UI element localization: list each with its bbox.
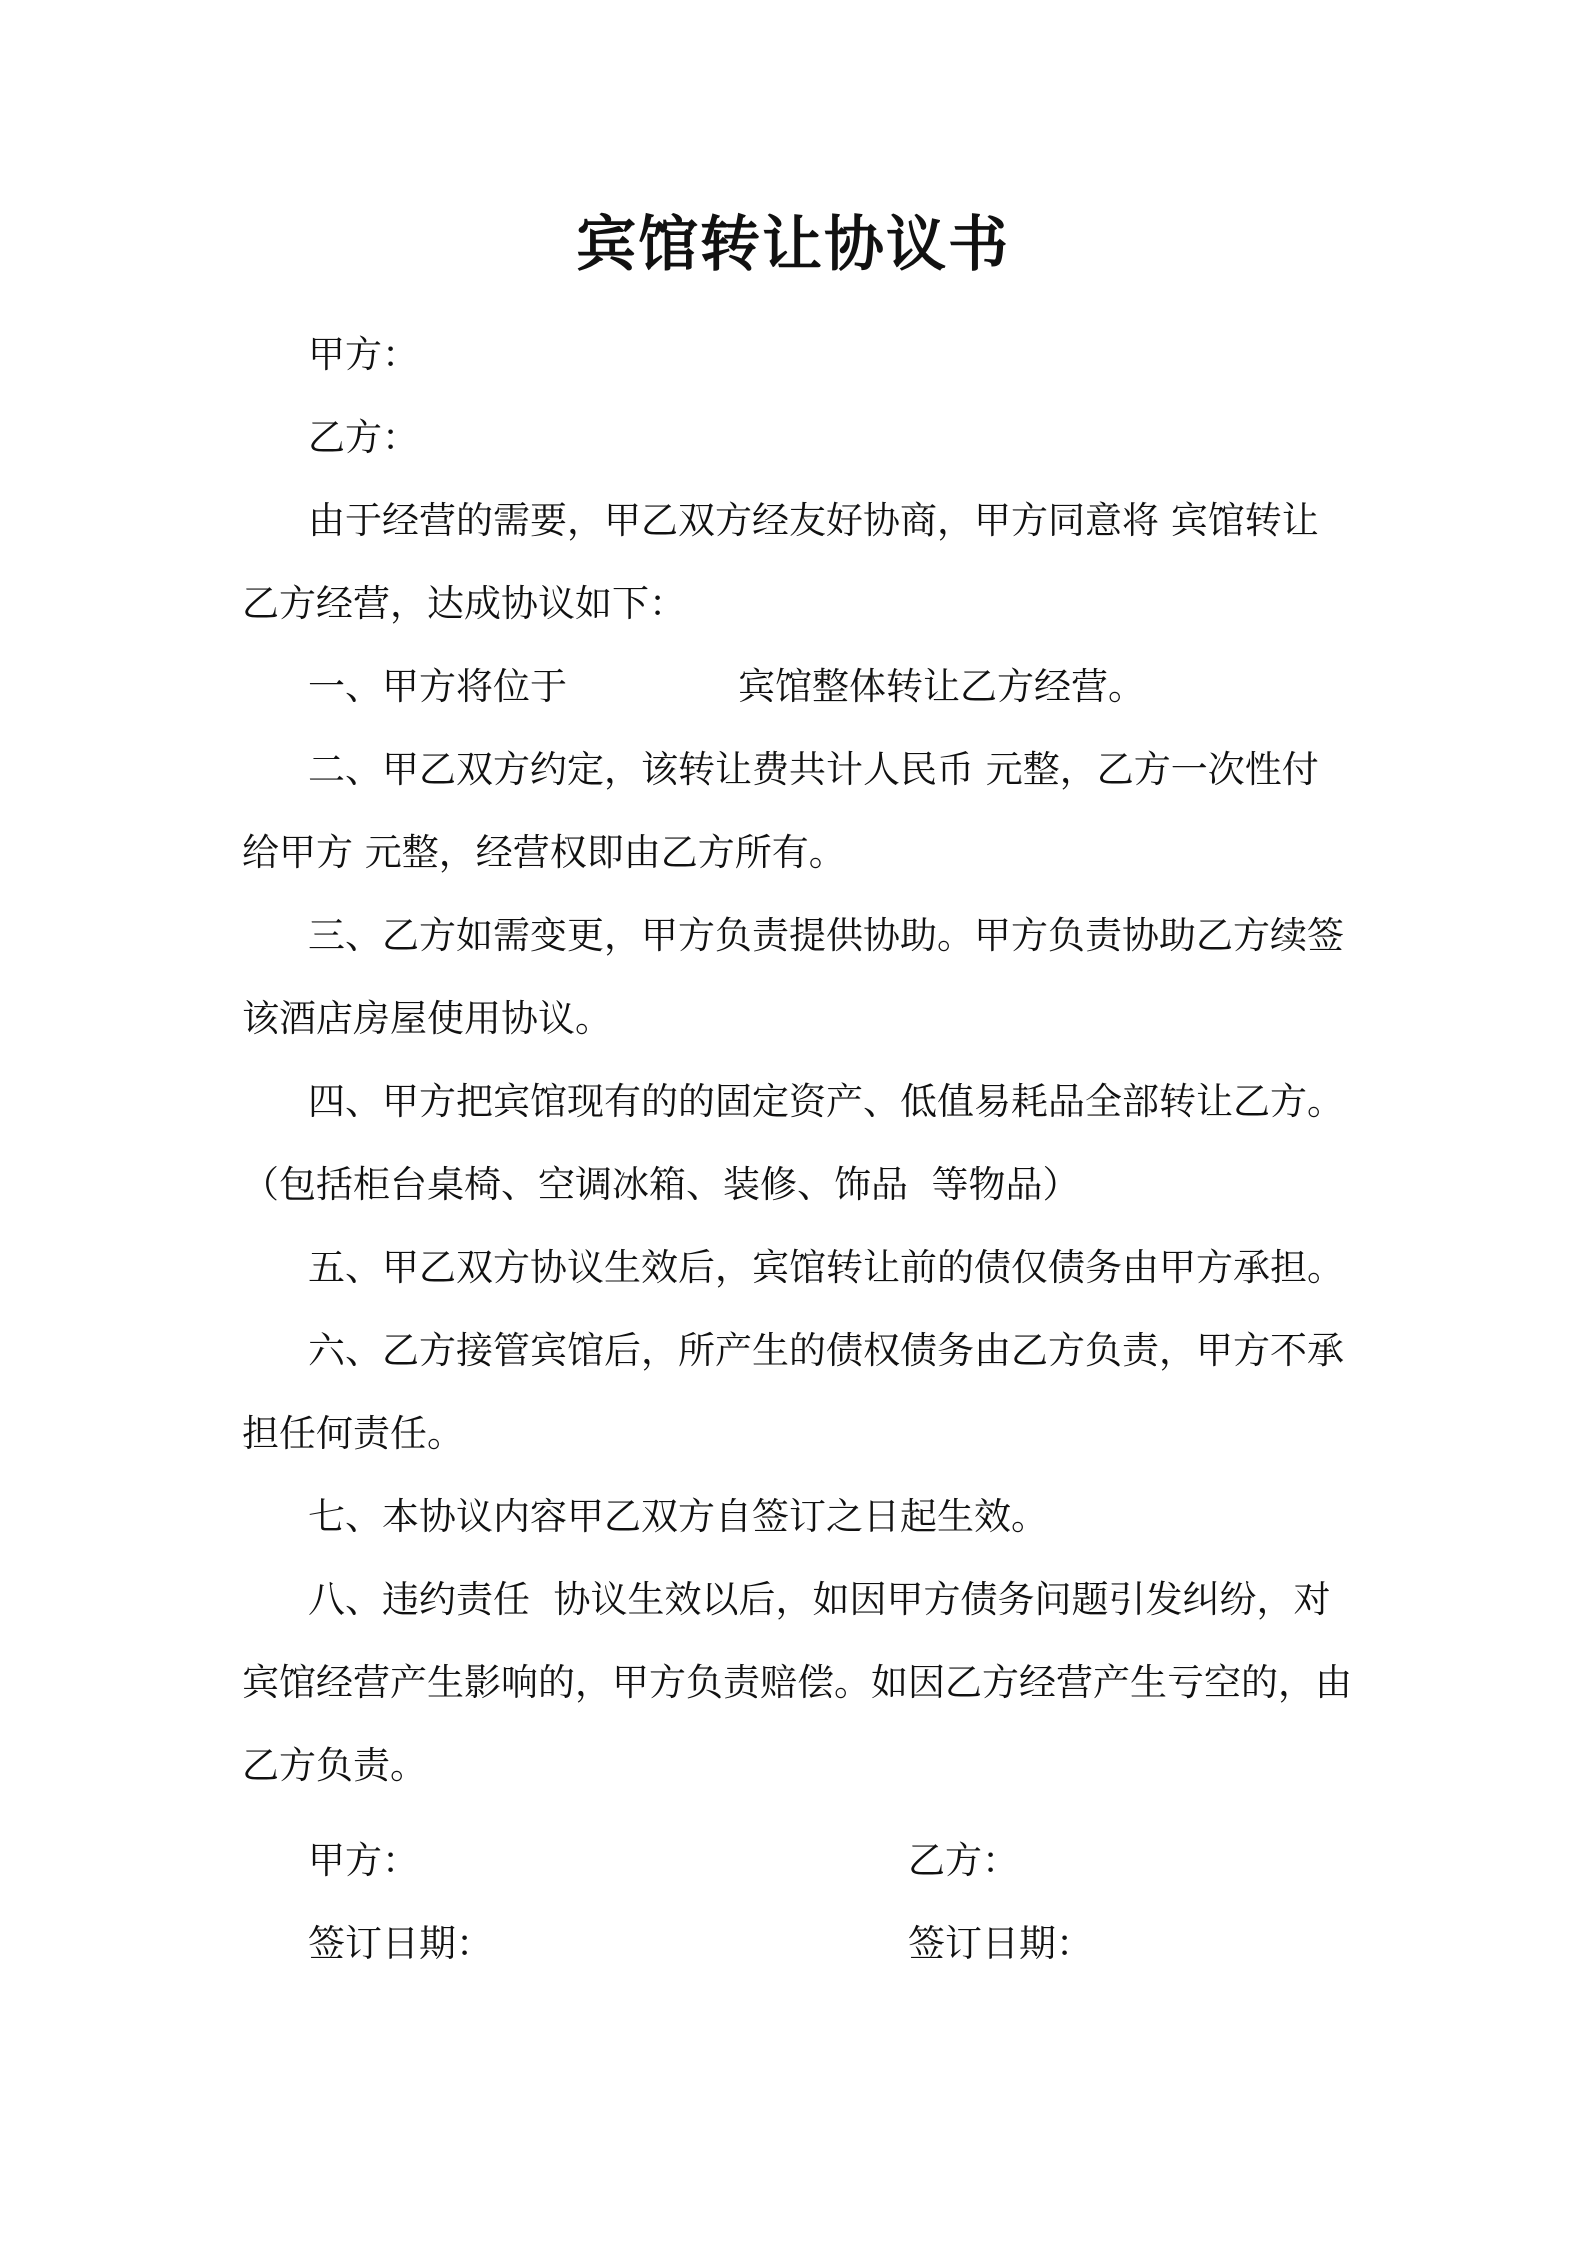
clause-4-line-1: 四、甲方把宾馆现有的的固定资产、低值易耗品全部转让乙方。 <box>308 1080 1344 1123</box>
clause-1-suffix: 宾馆整体转让乙方经营。 <box>738 665 1145 708</box>
clause-2-line-2: 给甲方 元整，经营权即由乙方所有。 <box>242 831 846 874</box>
intro-line-2: 乙方经营，达成协议如下： <box>242 582 686 625</box>
document-title: 宾馆转让协议书 <box>576 210 1010 280</box>
clause-6-line-1: 六、乙方接管宾馆后，所产生的债权债务由乙方负责，甲方不承 <box>308 1329 1344 1372</box>
signature-party-a: 甲方： <box>308 1839 419 1882</box>
clause-8-line-1: 八、违约责任 协议生效以后，如因甲方债务问题引发纠纷，对 <box>308 1578 1331 1621</box>
clause-4-line-2: （包括柜台桌椅、空调冰箱、装修、饰品 等物品） <box>242 1163 1080 1206</box>
signature-date-a: 签订日期： <box>308 1922 493 1965</box>
clause-8-line-2: 宾馆经营产生影响的，甲方负责赔偿。如因乙方经营产生亏空的，由 <box>242 1661 1352 1704</box>
signature-date-b: 签订日期： <box>908 1922 1093 1965</box>
signature-party-b: 乙方： <box>908 1839 1019 1882</box>
clause-2-line-1: 二、甲乙双方约定，该转让费共计人民币 元整，乙方一次性付 <box>308 748 1319 791</box>
party-a-label: 甲方： <box>308 333 419 376</box>
clause-1-prefix: 一、甲方将位于 <box>308 665 567 708</box>
clause-5-line-1: 五、甲乙双方协议生效后，宾馆转让前的债仅债务由甲方承担。 <box>308 1246 1344 1289</box>
clause-7-line-1: 七、本协议内容甲乙双方自签订之日起生效。 <box>308 1495 1048 1538</box>
clause-6-line-2: 担任何责任。 <box>242 1412 464 1455</box>
clause-3-line-1: 三、乙方如需变更，甲方负责提供协助。甲方负责协助乙方续签 <box>308 914 1344 957</box>
intro-line-1: 由于经营的需要，甲乙双方经友好协商，甲方同意将 宾馆转让 <box>308 499 1319 542</box>
clause-8-line-3: 乙方负责。 <box>242 1744 427 1787</box>
clause-3-line-2: 该酒店房屋使用协议。 <box>242 997 612 1040</box>
party-b-label: 乙方： <box>308 416 419 459</box>
